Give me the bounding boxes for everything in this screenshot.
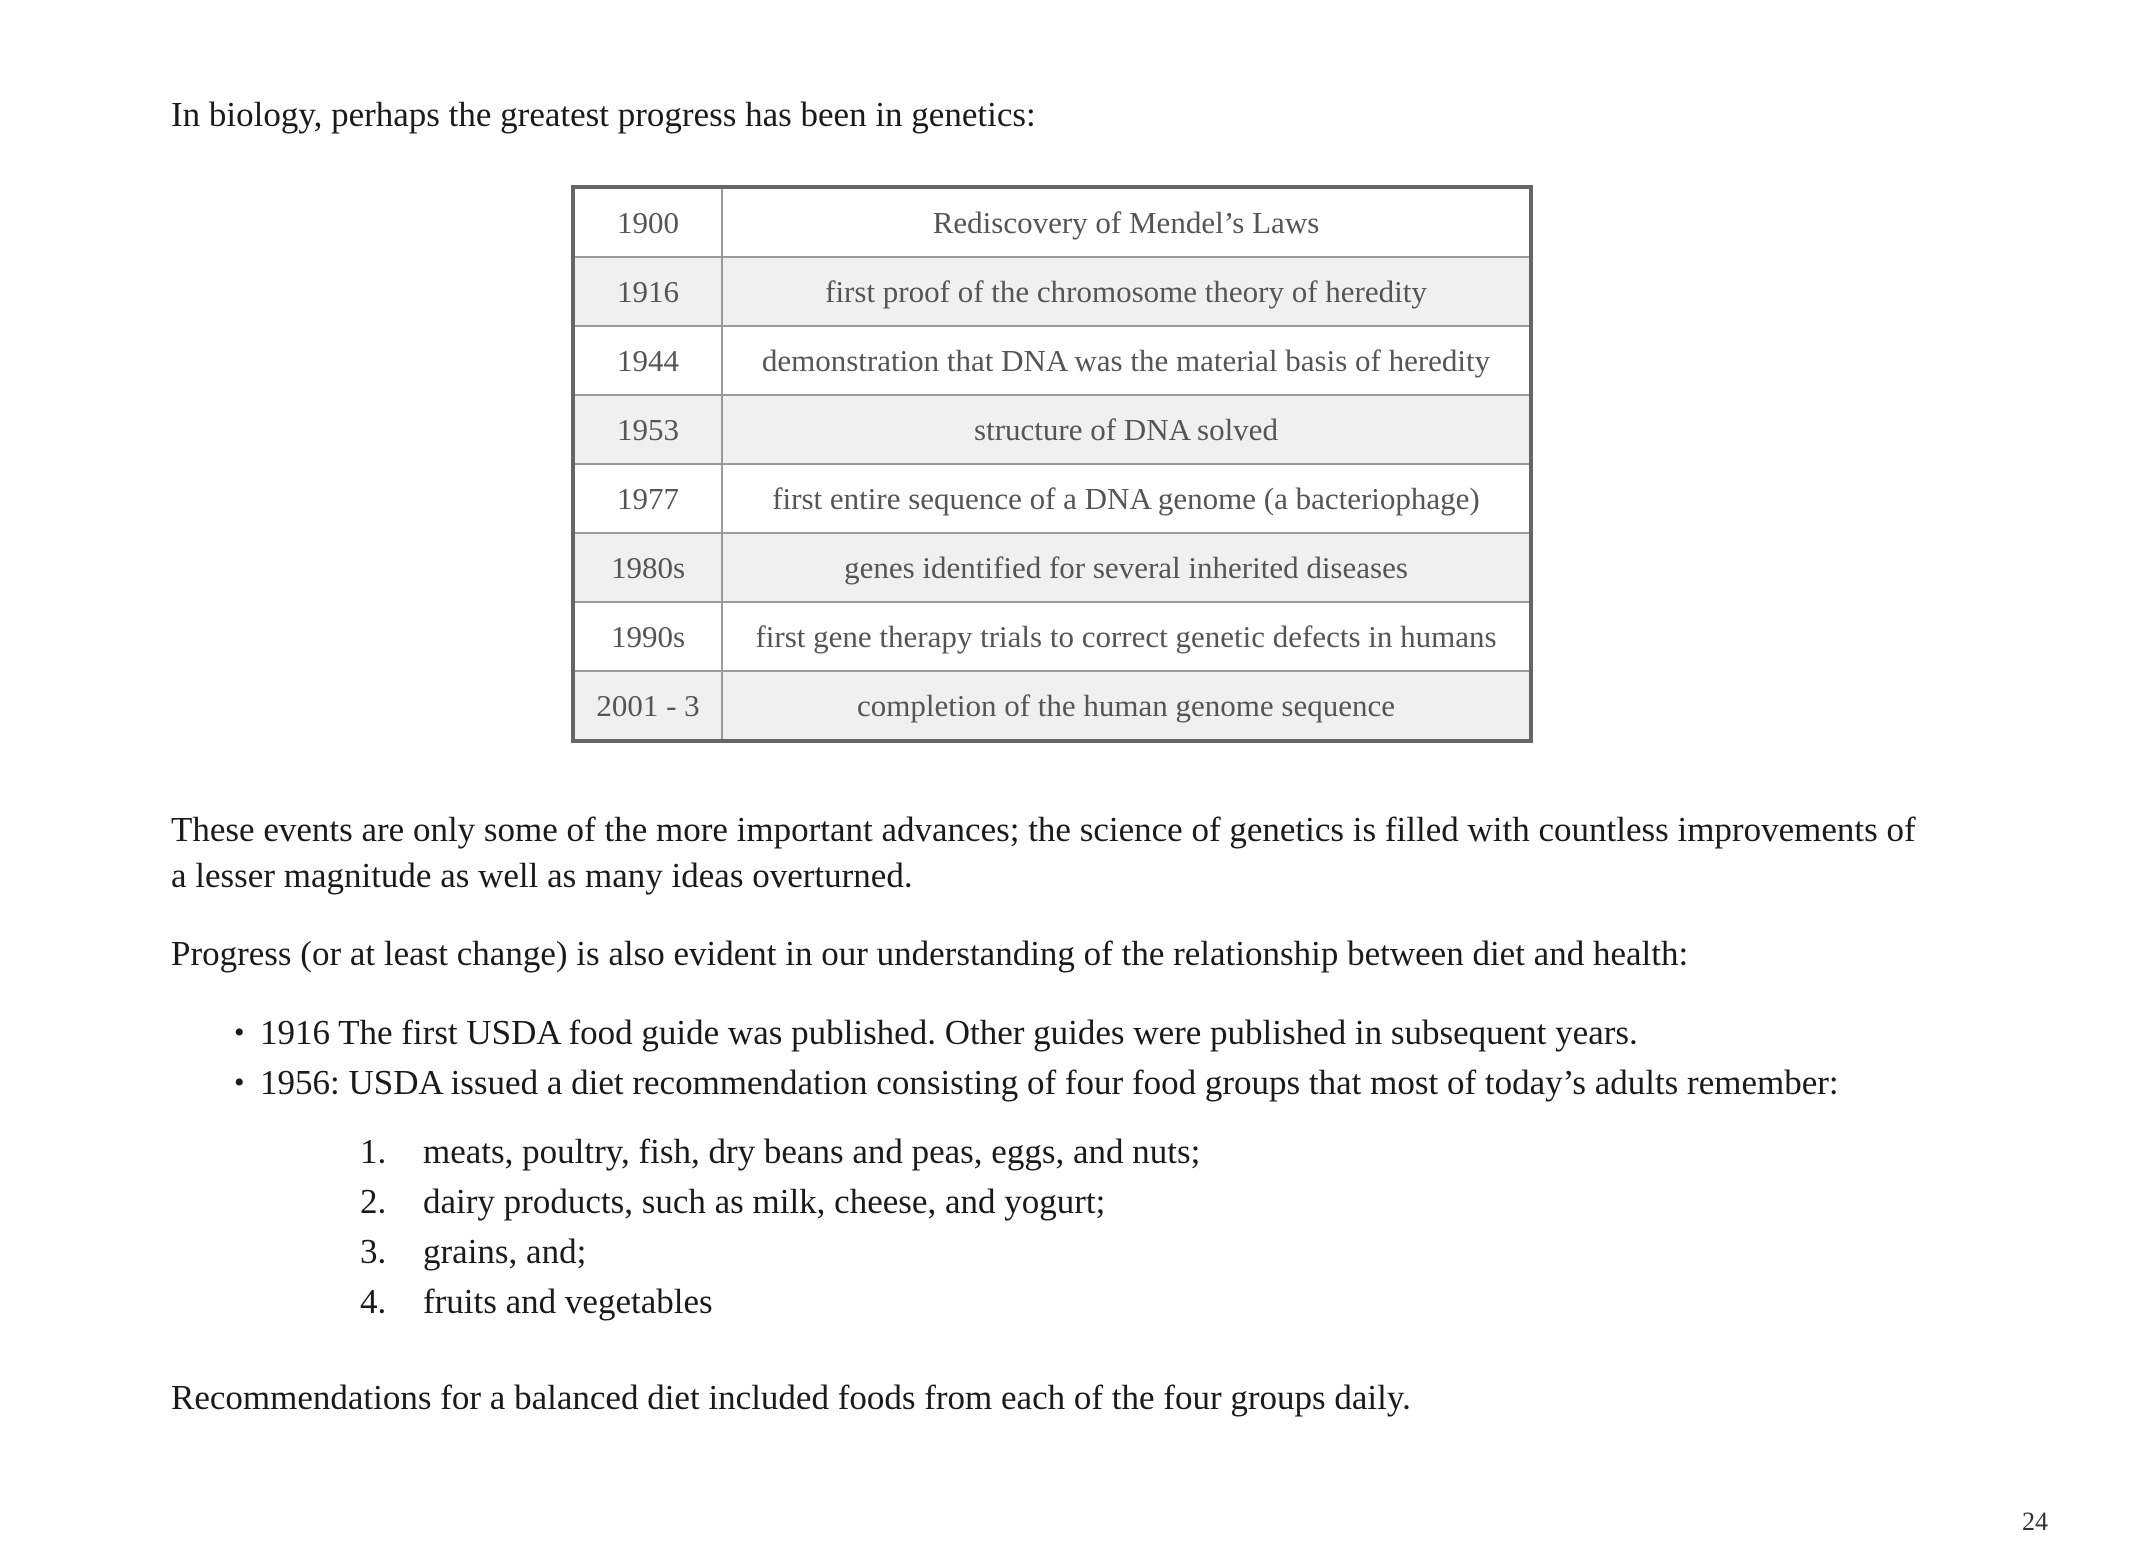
table-row [573, 326, 1531, 395]
diet-history-list [228, 1008, 1839, 1108]
list-item-text: 1956: USDA issued a diet recommendation consisting of four food groups that most of today’s adults remember: [260, 1063, 1839, 1102]
event-cell: Rediscovery of Mendel’s Laws [722, 187, 1531, 257]
table-row [573, 187, 1531, 257]
intro-paragraph: In biology, perhaps the greatest progress has been in genetics: [171, 95, 1036, 134]
table-row [573, 533, 1531, 602]
bullet-icon: • [234, 1016, 245, 1049]
year-cell: 1944 [573, 326, 722, 395]
year-cell: 1916 [573, 257, 722, 326]
list-item [357, 1127, 1200, 1177]
event-cell: first gene therapy trials to correct genetic defects in humans [722, 602, 1531, 671]
year-cell: 2001 - 3 [573, 671, 722, 741]
list-item-text: dairy products, such as milk, cheese, and yogurt; [423, 1182, 1106, 1221]
list-item [228, 1058, 1839, 1108]
events-paragraph: These events are only some of the more important advances; the science of genetics is filled with countless improvements of a lesser magnitude as well as many ideas overturned. [171, 810, 1916, 895]
event-cell: completion of the human genome sequence [722, 671, 1531, 741]
list-number: 3. [360, 1232, 387, 1271]
list-item-text: 1916 The first USDA food guide was published. Other guides were published in subsequent years. [260, 1013, 1638, 1052]
event-cell: first entire sequence of a DNA genome (a bacteriophage) [722, 464, 1531, 533]
list-item-text: grains, and; [423, 1232, 587, 1271]
event-cell: demonstration that DNA was the material basis of heredity [722, 326, 1531, 395]
progress-paragraph: Progress (or at least change) is also evident in our understanding of the relationship between diet and health: [171, 934, 1689, 973]
list-item [228, 1008, 1839, 1058]
list-item [357, 1227, 1200, 1277]
list-number: 4. [360, 1282, 387, 1321]
list-item [357, 1277, 1200, 1327]
list-item-text: meats, poultry, fish, dry beans and peas, eggs, and nuts; [423, 1132, 1201, 1171]
page-number: 24 [2022, 1507, 2048, 1536]
food-groups-list [357, 1127, 1200, 1327]
table-row [573, 464, 1531, 533]
year-cell: 1900 [573, 187, 722, 257]
table-row [573, 602, 1531, 671]
table-row [573, 257, 1531, 326]
year-cell: 1990s [573, 602, 722, 671]
table-row [573, 671, 1531, 741]
year-cell: 1980s [573, 533, 722, 602]
year-cell: 1977 [573, 464, 722, 533]
year-cell: 1953 [573, 395, 722, 464]
list-number: 1. [360, 1132, 387, 1171]
event-cell: structure of DNA solved [722, 395, 1531, 464]
genetics-timeline-table [571, 185, 1533, 743]
list-number: 2. [360, 1182, 387, 1221]
table-row [573, 395, 1531, 464]
bullet-icon: • [234, 1066, 245, 1099]
list-item-text: fruits and vegetables [423, 1282, 713, 1321]
recommendation-paragraph: Recommendations for a balanced diet included foods from each of the four groups daily. [171, 1378, 1411, 1417]
event-cell: first proof of the chromosome theory of heredity [722, 257, 1531, 326]
event-cell: genes identified for several inherited diseases [722, 533, 1531, 602]
list-item [357, 1177, 1200, 1227]
